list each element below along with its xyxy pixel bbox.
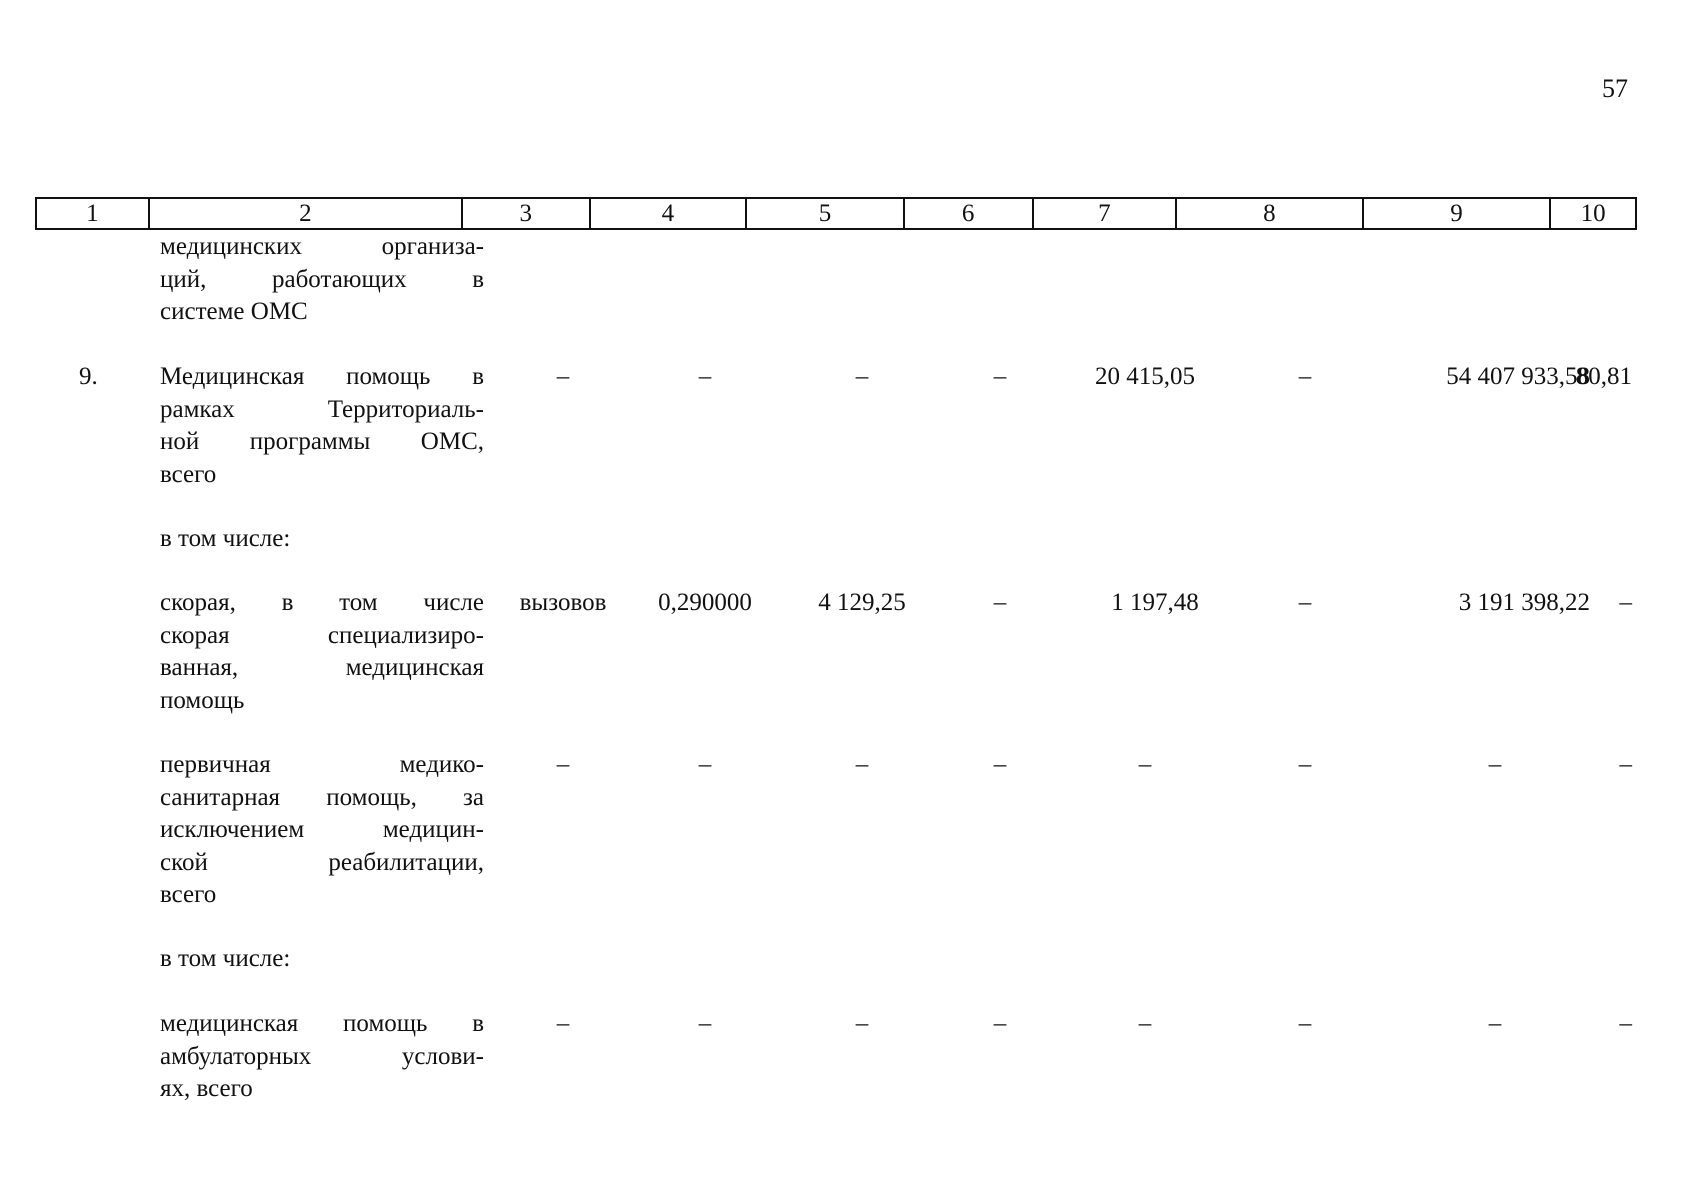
cell-col-5: – xyxy=(855,751,869,778)
cell-col-8: – xyxy=(1298,1010,1312,1037)
cell-col-9: – xyxy=(1488,751,1502,778)
row-description xyxy=(160,749,484,912)
cell-col-6: – xyxy=(993,1010,1007,1037)
description-line: скорая, в том числе xyxy=(160,589,484,616)
row-number: 9. xyxy=(79,363,98,390)
description-line: помощь xyxy=(160,686,245,714)
cell-col-6: – xyxy=(993,589,1007,616)
description-line: медицинских организа- xyxy=(160,233,484,260)
table-header-row xyxy=(35,197,1637,230)
cell-col-4: – xyxy=(698,1010,712,1037)
cell-col-4: – xyxy=(698,363,712,390)
cell-col-10: – xyxy=(1619,751,1632,778)
cell-col-9: 54 407 933,58 xyxy=(1446,363,1590,390)
cell-col-7: 20 415,05 xyxy=(1095,363,1195,390)
cell-col-5: 4 129,25 xyxy=(818,589,906,616)
cell-col-8: – xyxy=(1298,751,1312,778)
header-col-1: 1 xyxy=(37,199,150,228)
description-line: ях, всего xyxy=(160,1075,253,1102)
cell-col-5: – xyxy=(855,1010,869,1037)
row-description xyxy=(160,943,484,976)
header-col-6: 6 xyxy=(905,199,1034,228)
cell-col-9: 3 191 398,22 xyxy=(1458,589,1590,616)
description-line: рамках Территориаль- xyxy=(160,395,484,423)
cell-col-7: 1 197,48 xyxy=(1111,589,1199,616)
description-line: исключением медицин- xyxy=(160,816,484,843)
cell-col-3: вызовов xyxy=(519,589,607,616)
header-col-2: 2 xyxy=(150,199,463,228)
description-line: ной программы ОМС, xyxy=(160,428,484,455)
header-col-10: 10 xyxy=(1580,199,1606,227)
row-description xyxy=(160,231,484,329)
row-description xyxy=(160,523,484,556)
description-line: первичная медико- xyxy=(160,751,484,778)
cell-col-10: 80,81 xyxy=(1575,363,1632,390)
cell-col-3: – xyxy=(556,1010,570,1037)
description-line: ской реабилитации, xyxy=(160,848,484,876)
cell-col-7: – xyxy=(1138,751,1152,778)
description-line: санитарная помощь, за xyxy=(160,783,484,811)
description-line: в том числе: xyxy=(160,945,291,972)
cell-col-6: – xyxy=(993,751,1007,778)
header-col-9: 9 xyxy=(1364,199,1552,228)
description-line: ванная, медицинская xyxy=(160,654,484,681)
description-line: в том числе: xyxy=(160,525,291,552)
header-col-5: 5 xyxy=(747,199,905,228)
cell-col-6: – xyxy=(993,363,1007,390)
header-col-8: 8 xyxy=(1177,199,1364,228)
description-line: системе ОМС xyxy=(160,298,308,325)
row-description xyxy=(160,361,484,491)
description-line: Медицинская помощь в xyxy=(160,363,484,390)
header-col-7: 7 xyxy=(1034,199,1178,228)
description-line: скорая специализиро- xyxy=(160,621,484,649)
cell-col-3: – xyxy=(556,751,570,778)
cell-col-8: – xyxy=(1298,363,1312,390)
page-number: 57 xyxy=(1602,74,1628,103)
cell-col-5: – xyxy=(855,363,869,390)
description-line: всего xyxy=(160,460,217,488)
description-line: ций, работающих в xyxy=(160,265,484,293)
row-description xyxy=(160,1008,484,1106)
row-description xyxy=(160,587,484,717)
cell-col-10: – xyxy=(1619,1010,1632,1037)
cell-col-8: – xyxy=(1298,589,1312,616)
cell-col-4: – xyxy=(698,751,712,778)
description-line: медицинская помощь в xyxy=(160,1010,484,1037)
cell-col-7: – xyxy=(1138,1010,1152,1037)
header-col-3: 3 xyxy=(463,199,591,228)
description-line: амбулаторных услови- xyxy=(160,1042,484,1070)
cell-col-9: – xyxy=(1488,1010,1502,1037)
cell-col-3: – xyxy=(556,363,570,390)
cell-col-4: 0,290000 xyxy=(658,589,752,616)
cell-col-10: – xyxy=(1619,589,1632,616)
header-col-4: 4 xyxy=(591,199,748,228)
description-line: всего xyxy=(160,881,217,908)
